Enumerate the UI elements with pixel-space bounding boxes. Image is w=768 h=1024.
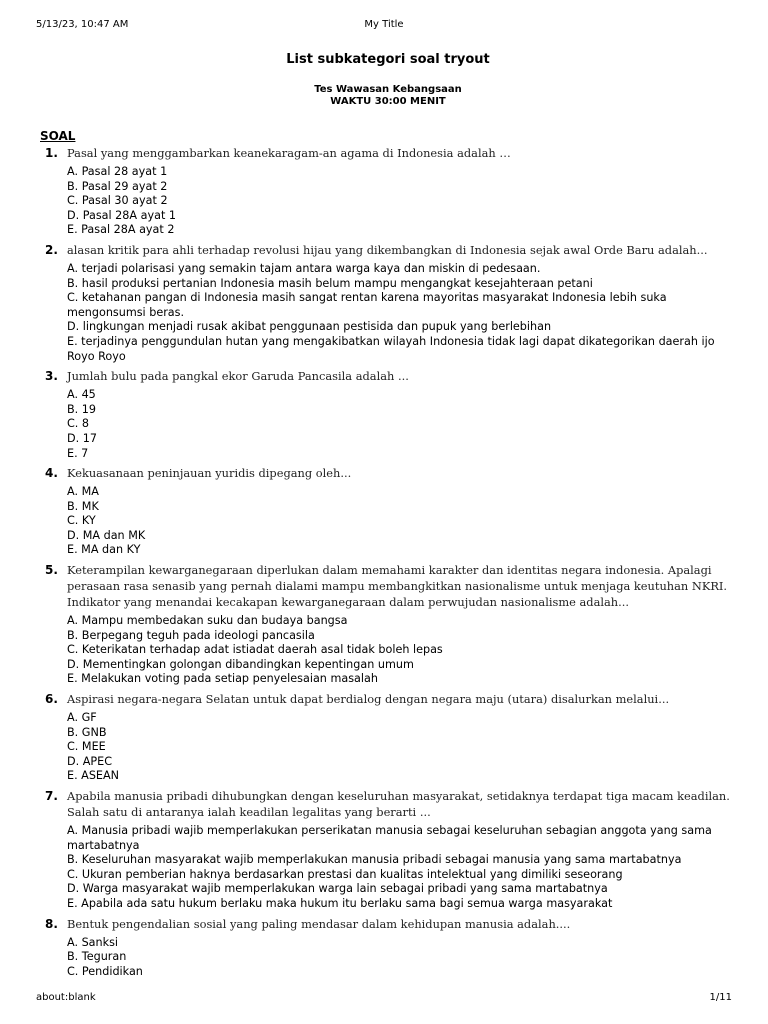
- answer-option: E. Melakukan voting pada setiap penyelesaian masalah: [67, 672, 378, 686]
- answer-option: B. 19: [67, 402, 97, 416]
- question-text: Bentuk pengendalian sosial yang paling mendasar dalam kehidupan manusia adalah....: [67, 916, 571, 931]
- answer-option: B. MK: [67, 499, 99, 513]
- answer-option: D. 17: [67, 431, 97, 445]
- answer-option: D. Warga masyarakat wajib memperlakukan warga lain sebagai pribadi yang sama martabatnya: [67, 882, 608, 896]
- answer-option: C. 8: [67, 417, 90, 431]
- answer-option: D. Pasal 28A ayat 1: [67, 208, 177, 222]
- answer-options: [67, 614, 736, 687]
- answer-option: C. ketahanan pangan di Indonesia masih sangat rentan karena mayoritas masyarakat Indonesia lebih suka mengonsumsi beras.: [67, 291, 667, 319]
- answer-option: A. Pasal 28 ayat 1: [67, 165, 168, 178]
- answer-option: D. MA dan MK: [67, 528, 146, 542]
- subtitle-time-limit: WAKTU 30:00 MENIT: [330, 96, 446, 107]
- question-number: 1.: [45, 146, 58, 160]
- answer-option: A. terjadi polarisasi yang semakin tajam antara warga kaya dan miskin di pedesaan.: [67, 261, 541, 275]
- section-label: SOAL: [40, 129, 76, 143]
- answer-option: E. terjadinya penggundulan hutan yang mengakibatkan wilayah Indonesia tidak lagi dapat dikategorikan daerah ijo Royo Royo: [67, 334, 715, 363]
- document-subtitle: [40, 84, 736, 108]
- question-item: [40, 691, 736, 784]
- question-item: [40, 916, 736, 980]
- question-item: [40, 242, 736, 364]
- question-item: [40, 788, 736, 912]
- answer-option: A. Mampu membedakan suku dan budaya bangsa: [67, 614, 348, 628]
- answer-options: [67, 711, 736, 784]
- print-header: [36, 19, 732, 33]
- question-number: 8.: [45, 916, 58, 931]
- question-text: Aspirasi negara-negara Selatan untuk dapat berdialog dengan negara maju (utara) disalurkan melalui...: [67, 692, 670, 707]
- question-text: Keterampilan kewarganegaraan diperlukan dalam memahami karakter dan identitas negara indonesia. Apalagi perasaan rasa senasib yang pernah dialami mampu membangkitkan nasionalisme untuk menjaga keutuhan NKRI. Indikator yang menandai kecakapan kewarganegaraan dalam perwujudan nasionalisme adalah...: [67, 563, 728, 610]
- page-number: 1/11: [709, 992, 732, 1003]
- print-footer: [36, 992, 732, 1006]
- answer-option: B. Teguran: [67, 950, 127, 964]
- question-item: [40, 465, 736, 558]
- question-text: Apabila manusia pribadi dihubungkan dengan keseluruhan masyarakat, setidaknya terdapat tiga macam keadilan. Salah satu di antaranya ialah keadilan legalitas yang berarti ...: [67, 789, 730, 819]
- answer-option: B. hasil produksi pertanian Indonesia masih belum mampu mengangkat kesejahteraan petani: [67, 276, 593, 290]
- question-item: [40, 368, 736, 461]
- question-number: 4.: [45, 466, 58, 481]
- answer-option: A. Manusia pribadi wajib memperlakukan perserikatan manusia sebagai keseluruhan sebagian anggota yang sama martabatnya: [67, 824, 712, 852]
- answer-options: [67, 165, 736, 238]
- answer-option: D. Mementingkan golongan dibandingkan kepentingan umum: [67, 657, 414, 671]
- answer-option: E. Apabila ada satu hukum berlaku maka hukum itu berlaku sama bagi semua warga masyarakat: [67, 896, 613, 910]
- answer-option: A. Sanksi: [67, 935, 119, 949]
- answer-option: A. MA: [67, 485, 99, 499]
- print-title: My Title: [364, 19, 404, 30]
- question-number: 7.: [45, 789, 58, 803]
- print-url: about:blank: [36, 992, 96, 1003]
- answer-option: A. GF: [67, 711, 97, 725]
- answer-option: E. Pasal 28A ayat 2: [67, 223, 175, 237]
- answer-options: [67, 262, 736, 364]
- answer-option: C. Pendidikan: [67, 964, 143, 978]
- answer-option: C. Keterikatan terhadap adat istiadat daerah asal tidak boleh lepas: [67, 643, 443, 657]
- question-text: Pasal yang menggambarkan keanekaragam-an agama di Indonesia adalah …: [67, 146, 511, 160]
- subtitle-test-name: Tes Wawasan Kebangsaan: [314, 84, 462, 95]
- answer-option: C. MEE: [67, 740, 106, 754]
- answer-option: B. Pasal 29 ayat 2: [67, 179, 168, 193]
- answer-options: [67, 824, 736, 912]
- answer-option: A. 45: [67, 388, 96, 402]
- document-content: [40, 52, 736, 979]
- question-list: [40, 145, 736, 979]
- question-number: 3.: [45, 369, 58, 384]
- question-item: [40, 562, 736, 687]
- answer-options: [67, 388, 736, 461]
- question-number: 5.: [45, 563, 58, 578]
- answer-option: C. Pasal 30 ayat 2: [67, 194, 168, 208]
- answer-option: E. 7: [67, 446, 89, 460]
- answer-option: E. MA dan KY: [67, 543, 141, 557]
- question-number: 6.: [45, 692, 58, 707]
- print-date: 5/13/23, 10:47 AM: [36, 19, 129, 30]
- question-item: [40, 145, 736, 238]
- answer-option: D. lingkungan menjadi rusak akibat penggunaan pestisida dan pupuk yang berlebihan: [67, 320, 552, 334]
- question-text: Kekuasanaan peninjauan yuridis dipegang oleh...: [67, 466, 352, 481]
- question-text: alasan kritik para ahli terhadap revolusi hijau yang dikembangkan di Indonesia sejak awal Orde Baru adalah...: [67, 242, 708, 257]
- answer-options: [67, 485, 736, 558]
- answer-options: [67, 936, 736, 980]
- answer-option: E. ASEAN: [67, 769, 120, 783]
- answer-option: B. GNB: [67, 725, 107, 739]
- question-text: Jumlah bulu pada pangkal ekor Garuda Pancasila adalah ...: [67, 369, 409, 384]
- answer-option: D. APEC: [67, 754, 113, 768]
- answer-option: C. Ukuran pemberian haknya berdasarkan prestasi dan kualitas intelektual yang dimiliki seseorang: [67, 867, 623, 881]
- answer-option: B. Berpegang teguh pada ideologi pancasila: [67, 628, 315, 642]
- answer-option: B. Keseluruhan masyarakat wajib memperlakukan manusia pribadi sebagai manusia yang sama martabatnya: [67, 853, 682, 867]
- question-number: 2.: [45, 242, 58, 257]
- answer-option: C. KY: [67, 514, 96, 528]
- document-title: List subkategori soal tryout: [286, 52, 490, 67]
